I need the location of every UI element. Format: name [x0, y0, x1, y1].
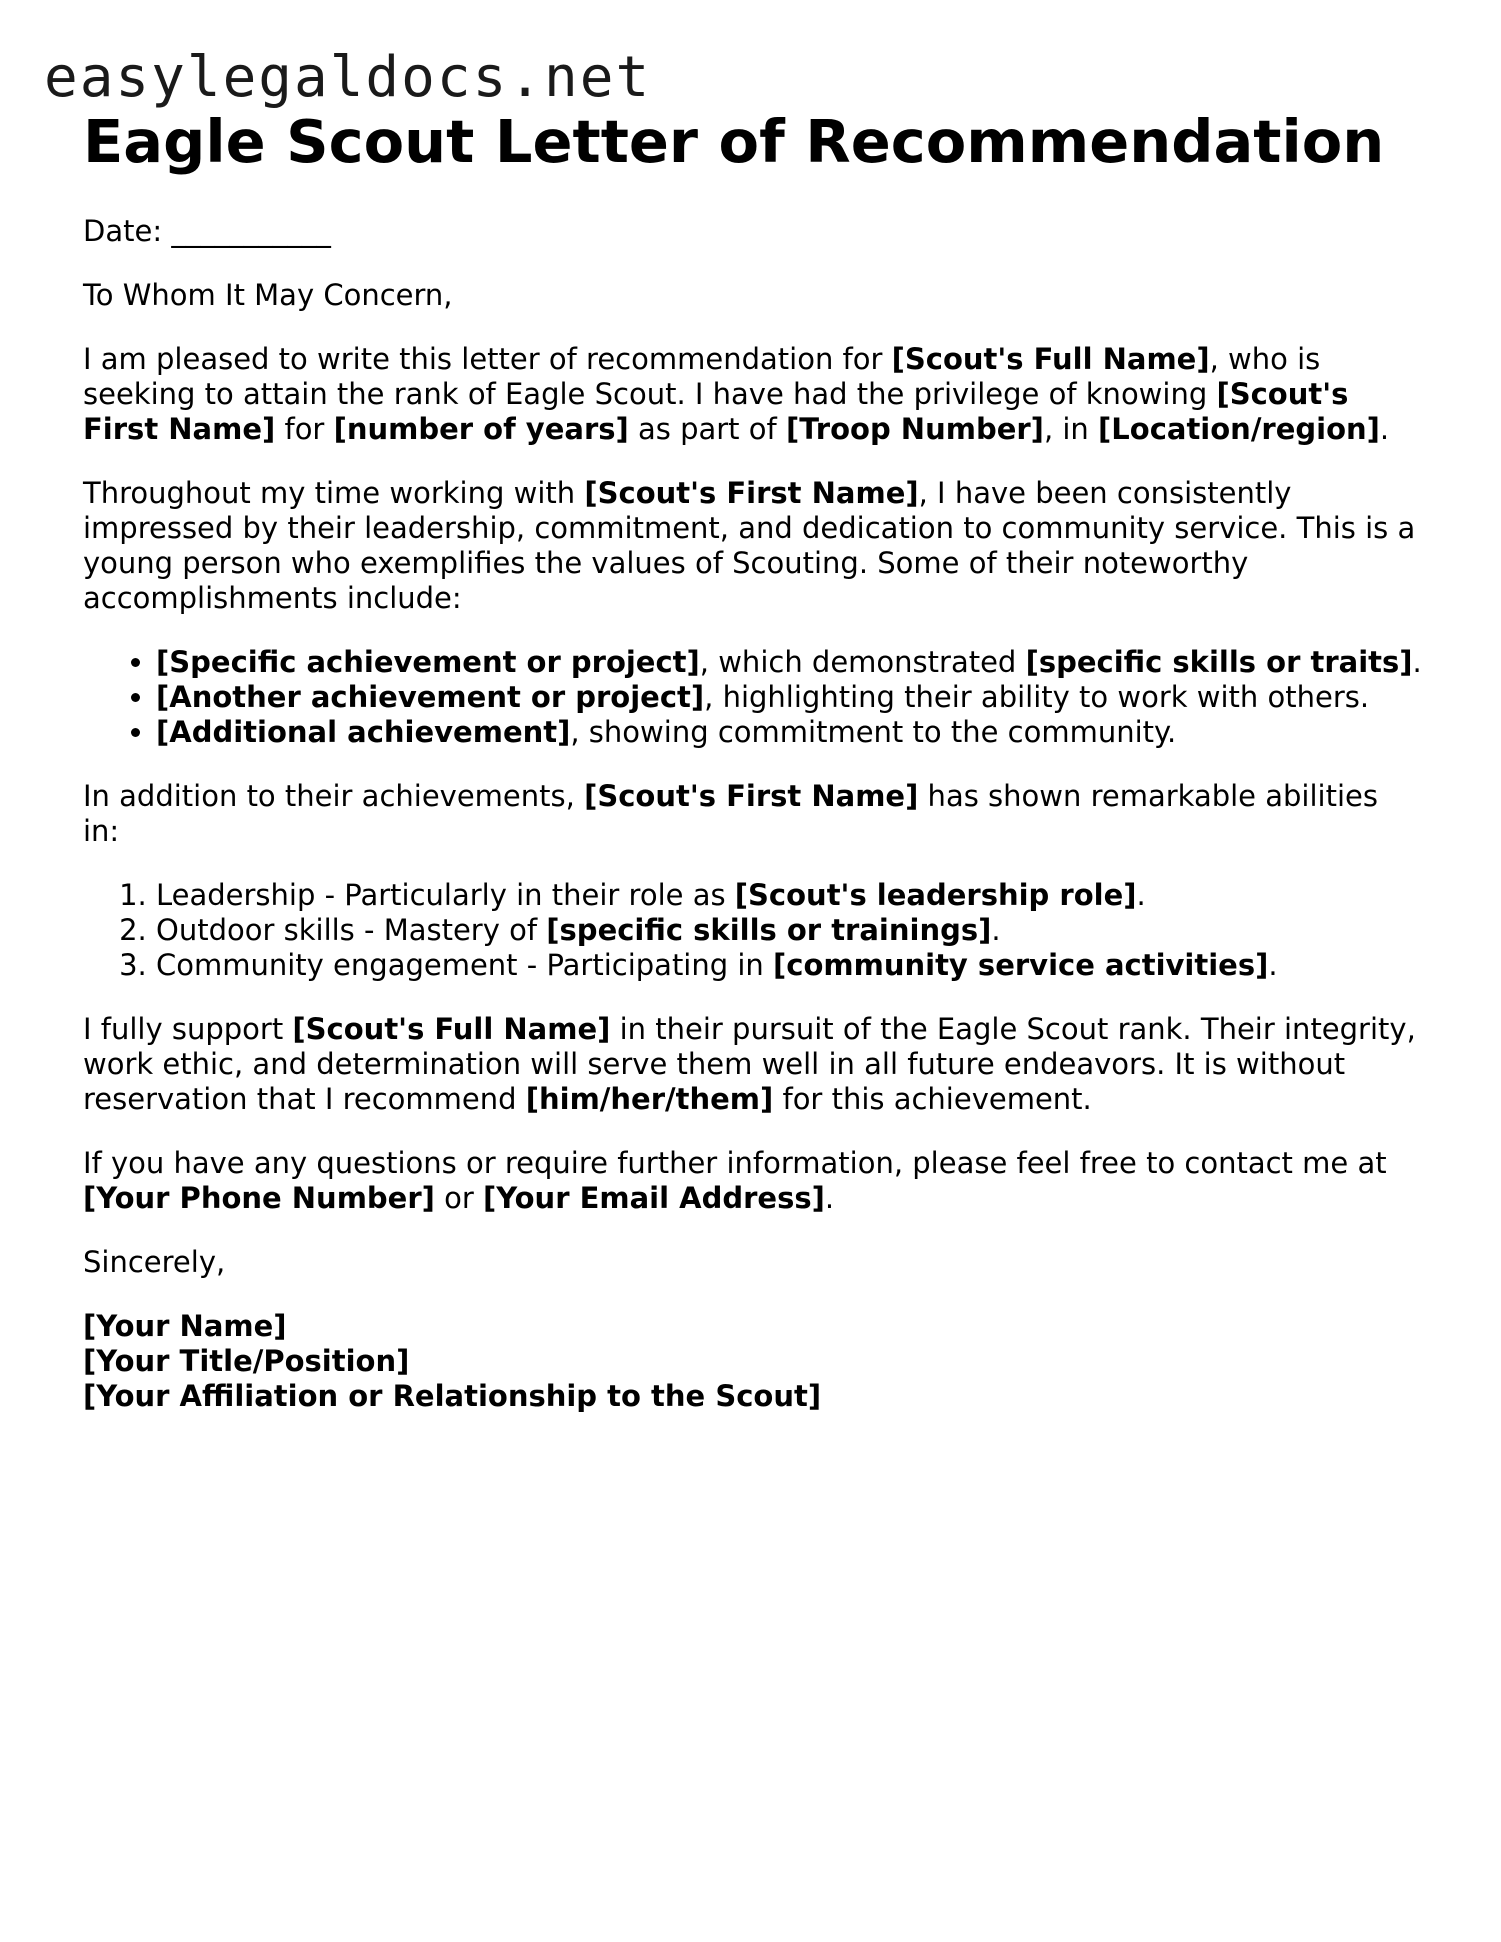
intro-text-1: I am pleased to write this letter of recommendation for [83, 342, 892, 376]
salutation: To Whom It May Concern, [83, 278, 453, 312]
accomplishment-text: , showing commitment to the community. [570, 715, 1177, 749]
list-item [156, 680, 1423, 715]
throughout-paragraph [83, 476, 1423, 616]
contact-text-2: or [434, 1181, 484, 1215]
list-item [156, 645, 1423, 680]
intro-text-2: , who is seeking to attain the rank of Eagle Scout. I have had the privilege of knowing [83, 342, 1321, 411]
signature-block [83, 1309, 1423, 1414]
list-item [156, 878, 1423, 913]
throughout-text-2: , I have been consistently impressed by their leadership, commitment, and dedication to community service. This is a young person who exemplifies the values of Scouting. Some of their noteworthy accomplishments include: [83, 476, 1416, 615]
date-blank: ___________ [171, 214, 331, 248]
ability-end: . [1268, 948, 1278, 982]
abilities-text-2: has shown remarkable abilities in: [83, 779, 1378, 848]
letter-document [83, 100, 1423, 1443]
throughout-text-1: Throughout my time working with [83, 476, 585, 510]
ability-bold: [community service activities] [773, 948, 1269, 982]
list-item [156, 948, 1423, 983]
contact-text-3: . [824, 1181, 835, 1215]
placeholder-location: [Location/region] [1098, 412, 1380, 446]
date-label: Date: [83, 214, 163, 248]
support-paragraph [83, 1012, 1423, 1117]
placeholder-years: [number of years] [333, 412, 629, 446]
abilities-list [83, 878, 1423, 983]
intro-paragraph [83, 342, 1423, 447]
signature-name: [Your Name] [83, 1309, 287, 1343]
accomplishment-bold: [Another achievement or project] [156, 680, 705, 714]
intro-text-4: as part of [628, 412, 786, 446]
support-text-3: for this achievement. [773, 1082, 1092, 1116]
signature-affiliation: [Your Affiliation or Relationship to the Scout] [83, 1379, 822, 1413]
placeholder-scout-full-name: [Scout's Full Name] [292, 1012, 611, 1046]
ability-text: Outdoor skills - Mastery of [156, 913, 547, 947]
contact-paragraph [83, 1146, 1423, 1216]
placeholder-scout-first-name: [Scout's First Name] [584, 476, 919, 510]
intro-text-3: for [275, 412, 334, 446]
abilities-intro-paragraph [83, 779, 1423, 849]
support-text-2: in their pursuit of the Eagle Scout rank. Their integrity, work ethic, and determination will serve them well in all future endeavors. It is without reservation that I recommend [83, 1012, 1416, 1116]
contact-text-1: If you have any questions or require further information, please feel free to contact me at [83, 1146, 1387, 1180]
accomplishment-end: . [1412, 645, 1422, 679]
intro-text-6: . [1379, 412, 1390, 446]
accomplishments-list [83, 645, 1423, 750]
ability-end: . [1136, 878, 1146, 912]
page-title: Eagle Scout Letter of Recommendation [83, 107, 1385, 176]
accomplishment-text: , highlighting their ability to work with others. [704, 680, 1370, 714]
support-text-1: I fully support [83, 1012, 293, 1046]
accomplishment-bold: [Additional achievement] [156, 715, 571, 749]
placeholder-phone: [Your Phone Number] [83, 1181, 435, 1215]
closing: Sincerely, [83, 1245, 226, 1279]
placeholder-scout-first-name: [Scout's First Name] [584, 779, 919, 813]
list-item [156, 715, 1423, 750]
ability-bold: [specific skills or trainings] [546, 913, 992, 947]
intro-text-5: , in [1043, 412, 1099, 446]
accomplishment-bold-2: [specific skills or traits] [1025, 645, 1413, 679]
ability-text: Community engagement - Participating in [156, 948, 774, 982]
list-item [156, 913, 1423, 948]
accomplishment-bold: [Specific achievement or project] [156, 645, 700, 679]
placeholder-troop: [Troop Number] [785, 412, 1044, 446]
placeholder-pronoun: [him/her/them] [525, 1082, 774, 1116]
placeholder-email: [Your Email Address] [483, 1181, 825, 1215]
placeholder-scout-first-name: [Scout's First Name] [83, 377, 1349, 446]
date-line [83, 214, 1423, 249]
site-watermark: easylegaldocs.net [44, 45, 652, 110]
placeholder-scout-full-name: [Scout's Full Name] [891, 342, 1210, 376]
signature-title: [Your Title/Position] [83, 1344, 410, 1378]
ability-end: . [991, 913, 1001, 947]
abilities-text-1: In addition to their achievements, [83, 779, 585, 813]
ability-text: Leadership - Particularly in their role as [156, 878, 735, 912]
accomplishment-text: , which demonstrated [699, 645, 1026, 679]
ability-bold: [Scout's leadership role] [734, 878, 1137, 912]
